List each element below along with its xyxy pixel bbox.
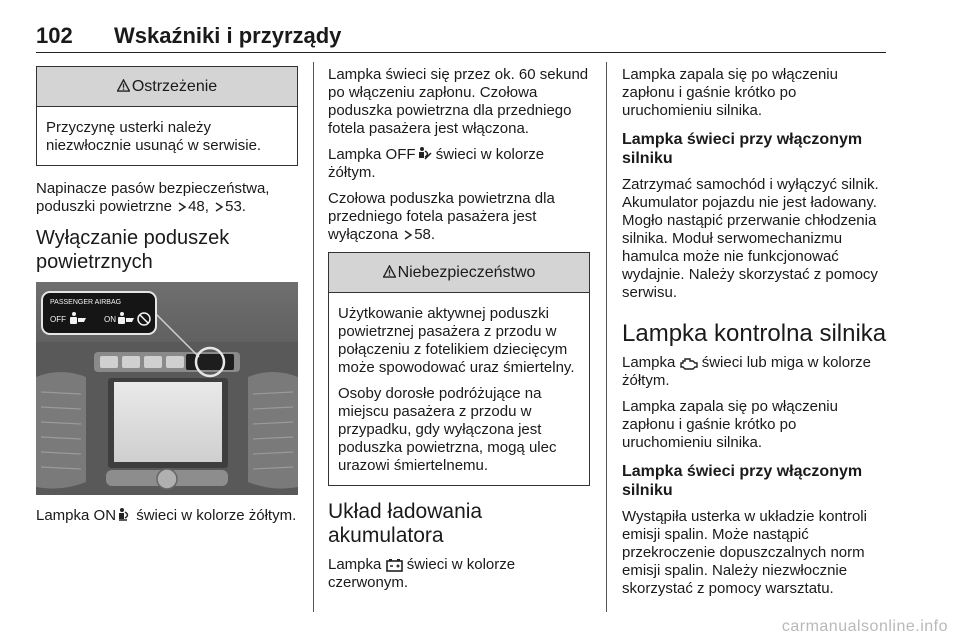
warning-triangle-icon [383,265,396,278]
paragraph: Lampka świeci w kolorze czerwonym. [328,556,516,591]
warning-box-title: Ostrzeżenie [131,78,218,95]
airbag-off-icon [416,146,432,162]
battery-icon [386,558,403,572]
column-1 [36,66,298,533]
paragraph: Czołowa poduszka powietrzna dla przedniego fotela pasażera jest wyłączona 58. [328,190,555,243]
page-reference: 58. [414,226,436,243]
page-reference: 53. [225,198,246,215]
cross-reference-icon [403,230,413,240]
warning-box-header [37,67,297,107]
paragraph: Lampka zapala się po włączeniu zapłonu i gaśnie krótko po uruchomieniu silnika. [622,398,838,451]
subsection-heading: Lampka świeci przy włączonym silniku [622,131,863,167]
paragraph: Wystąpiła usterka w układzie kontroli emisji spalin. Może nastąpić przekroczenie dopuszczalnych norm emisji spalin. Należy niezwłocznie skorzystać z pomocy warsztatu. [622,508,867,597]
paragraph: Lampka ON świeci w kolorze żółtym. [36,507,297,524]
section-heading: Układ ładowania akumulatora [328,500,483,547]
subsection-heading: Lampka świeci przy włączonym silniku [622,463,863,499]
paragraph: Napinacze pasów bezpieczeństwa, poduszki powietrzne 48, 53. [36,180,270,215]
column-divider [313,62,314,612]
airbag-label-off: OFF [50,315,66,324]
danger-box-header [329,253,589,293]
warning-triangle-icon [117,79,130,92]
airbag-on-icon [116,507,132,523]
column-3 [622,66,888,606]
page-reference: 48, [188,198,209,215]
dashboard-photo [36,282,298,495]
page-title: Wskaźniki i przyrządy [114,23,342,48]
airbag-label-on: ON [104,315,116,324]
section-heading: Wyłączanie poduszek powietrznych [36,227,230,273]
danger-box-text: Użytkowanie aktywnej poduszki powietrznej pasażera z przodu w połączeniu z fotelikiem dziecięcym może spowodować uraz śmiertelny. [338,305,575,376]
column-divider [606,62,607,612]
warning-box-text: Przyczynę usterki należy niezwłocznie usunąć w serwisie. [46,119,262,154]
page-header [36,22,886,53]
paragraph: Lampka świeci lub miga w kolorze żółtym. [622,354,871,389]
watermark: carmanualsonline.info [781,618,948,635]
section-heading: Lampka kontrolna silnika [622,320,887,347]
danger-box [328,252,590,486]
paragraph: Lampka OFF świeci w kolorze żółtym. [328,146,545,181]
danger-box-title: Niebezpieczeństwo [397,264,536,281]
page-number: 102 [36,23,73,48]
paragraph: Lampka świeci się przez ok. 60 sekund po włączeniu zapłonu. Czołowa poduszka powietrzna dla przedniego fotela pasażera jest włączona. [328,66,589,137]
engine-icon [680,356,698,370]
cross-reference-icon [177,202,187,212]
airbag-label-title: PASSENGER AIRBAG [50,299,122,306]
danger-box-text: Osoby dorosłe podróżujące na miejscu pasażera z przodu w przypadku, gdy wyłączona jest poduszka powietrzna, mogą ulec urazowi śmiertelnemu. [338,385,557,474]
cross-reference-icon [214,202,224,212]
warning-box [36,66,298,166]
column-2 [328,66,590,600]
paragraph: Zatrzymać samochód i wyłączyć silnik. Akumulator pojazdu nie jest ładowany. Mogło nastąpić przerwanie chłodzenia silnika. Moduł serwomechanizmu hamulca może nie funkcjonować wydajnie. Należy skorzystać z pomocy serwisu. [622,176,879,301]
paragraph: Lampka zapala się po włączeniu zapłonu i gaśnie krótko po uruchomieniu silnika. [622,66,838,119]
